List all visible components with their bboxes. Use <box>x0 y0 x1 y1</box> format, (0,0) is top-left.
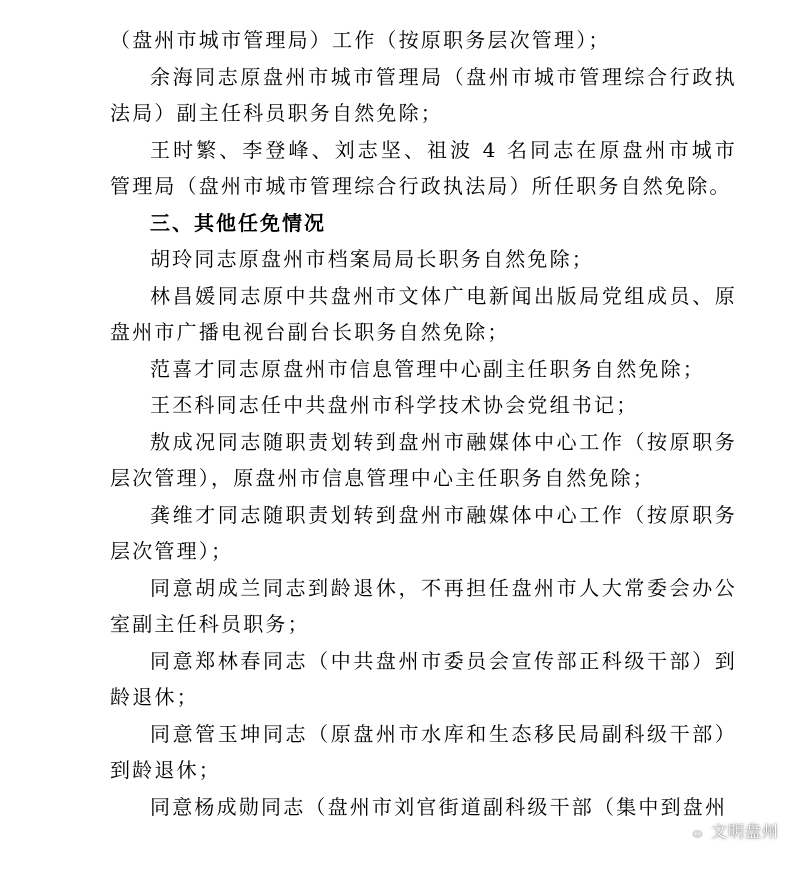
paragraph: 同意胡成兰同志到龄退休，不再担任盘州市人大常委会办公室副主任科员职务； <box>110 575 737 636</box>
paragraph: 同意杨成勋同志（盘州市刘官街道副科级干部（集中到盘州 <box>150 794 728 819</box>
paragraph: 余海同志原盘州市城市管理局（盘州市城市管理综合行政执法局）副主任科员职务自然免除； <box>110 64 737 125</box>
watermark <box>683 814 779 851</box>
paragraph: 王时繁、李登峰、刘志坚、祖波 4 名同志在原盘州市城市管理局（盘州市城市管理综合行政执法局）所任职务自然免除。 <box>110 137 737 198</box>
paragraph: 王丕科同志任中共盘州市科学技术协会党组书记； <box>150 393 639 417</box>
watermark-text: 文明盘州 <box>710 821 779 841</box>
paragraph-continuation: （盘州市城市管理局）工作（按原职务层次管理）； <box>110 28 611 52</box>
paragraph: 范喜才同志原盘州市信息管理中心副主任职务自然免除； <box>150 356 705 381</box>
paragraph: 胡玲同志原盘州市档案局局长职务自然免除； <box>150 247 594 271</box>
paragraph: 同意管玉坤同志（原盘州市水库和生态移民局副科级干部）到龄退休； <box>110 721 737 782</box>
wechat-icon <box>683 823 705 841</box>
section-heading: 三、其他任免情况 <box>150 210 326 235</box>
paragraph: 同意郑林春同志（中共盘州市委员会宣传部正科级干部）到龄退休； <box>110 648 737 709</box>
paragraph: 林昌媛同志原中共盘州市文体广电新闻出版局党组成员、原盘州市广播电视台副台长职务自然免除； <box>110 283 737 344</box>
paragraph: 龚维才同志随职责划转到盘州市融媒体中心工作（按原职务层次管理）； <box>110 502 737 563</box>
paragraph: 敖成况同志随职责划转到盘州市融媒体中心工作（按原职务层次管理），原盘州市信息管理中心主任职务自然免除； <box>110 429 737 490</box>
bottom-edge <box>0 868 797 878</box>
document-body <box>110 22 737 825</box>
